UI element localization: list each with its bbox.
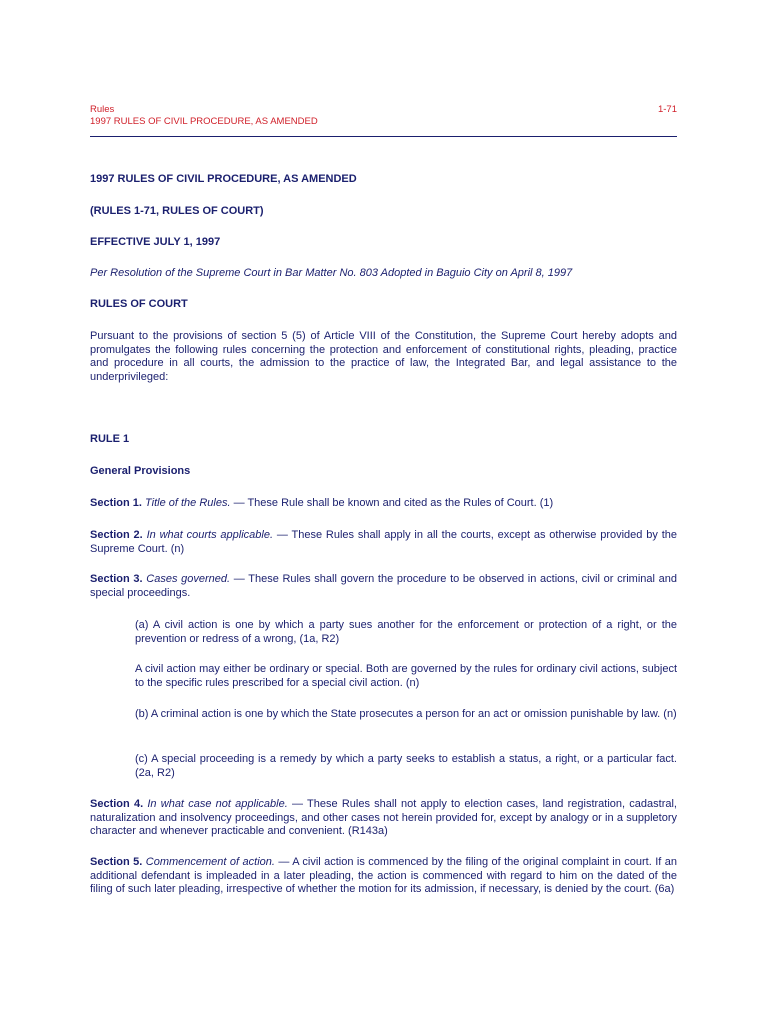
section-4 xyxy=(90,798,677,839)
subpara-civil-action: A civil action may either be ordinary or special. Both are governed by the rules for ordinary civil actions, subject to the specific rules prescribed for a special civil action. (n) xyxy=(135,663,677,689)
resolution-note: Per Resolution of the Supreme Court in Bar Matter No. 803 Adopted in Baguio City on April 8, 1997 xyxy=(90,267,573,279)
subpara-a: (a) A civil action is one by which a party sues another for the enforcement or protection of a right, or the prevention or redress of a wrong, (1a, R2) xyxy=(135,619,677,645)
section-2 xyxy=(90,529,677,556)
section-text: — These Rules shall govern the procedure to be observed in actions, civil or criminal and special proceedings. xyxy=(90,573,678,599)
rules-of-court-heading: RULES OF COURT xyxy=(90,298,188,310)
document-subtitle: (RULES 1-71, RULES OF COURT) xyxy=(90,205,264,217)
section-title: Commencement of action. xyxy=(145,856,275,868)
section-text: — A civil action is commenced by the filing of the original complaint in court. If an additional defendant is impleaded in a later pleading, the action is commenced with regard to him on the dated of the filing of such later pleading, irrespective of whether the motion for its admission, if necessary, is denied by the court. (6a) xyxy=(90,856,677,896)
subpara-c: (c) A special proceeding is a remedy by which a party seeks to establish a status, a right, or a particular fact. (2a, R2) xyxy=(135,753,677,779)
rule-title: General Provisions xyxy=(90,465,191,477)
document-title: 1997 RULES OF CIVIL PROCEDURE, AS AMENDED xyxy=(90,173,357,185)
section-text: — These Rules shall apply in all the courts, except as otherwise provided by the Supreme Court. (n) xyxy=(90,529,677,555)
header-subtitle: 1997 RULES OF CIVIL PROCEDURE, AS AMENDED xyxy=(90,116,318,127)
subpara-b: (b) A criminal action is one by which the State prosecutes a person for an act or omission punishable by law. (n) xyxy=(135,708,677,720)
section-1 xyxy=(90,497,677,511)
header-label: Rules xyxy=(90,104,115,115)
section-title: In what case not applicable. xyxy=(147,798,288,810)
effective-date: EFFECTIVE JULY 1, 1997 xyxy=(90,236,221,248)
section-number: Section 5. xyxy=(90,856,143,868)
section-5 xyxy=(90,856,677,897)
section-title: Title of the Rules. xyxy=(145,497,231,509)
section-3 xyxy=(90,573,677,600)
section-number: Section 4. xyxy=(90,798,144,810)
section-number: Section 2. xyxy=(90,529,143,541)
header-divider xyxy=(90,136,677,137)
header-page-range: 1-71 xyxy=(657,104,677,115)
section-text: — These Rules shall not apply to election cases, land registration, cadastral, naturalization and insolvency proceedings, and other cases not herein provided for, except by analogy or in a suppletory character and whenever practicable and convenient. (R143a) xyxy=(90,798,677,838)
section-text: — These Rule shall be known and cited as the Rules of Court. (1) xyxy=(230,497,554,509)
section-number: Section 3. xyxy=(90,573,143,585)
rule-number: RULE 1 xyxy=(90,433,130,445)
section-title: Cases governed. xyxy=(146,573,231,585)
preamble-paragraph: Pursuant to the provisions of section 5 (5) of Article VIII of the Constitution, the Supreme Court hereby adopts and promulgates the following rules concerning the protection and enforcement of constitutional rights, pleading, practice and procedure in all courts, the admission to the practice of law, the Integrated Bar, and legal assistance to the underprivileged: xyxy=(90,330,677,383)
section-title: In what courts applicable. xyxy=(146,529,274,541)
section-number: Section 1. xyxy=(90,497,142,509)
